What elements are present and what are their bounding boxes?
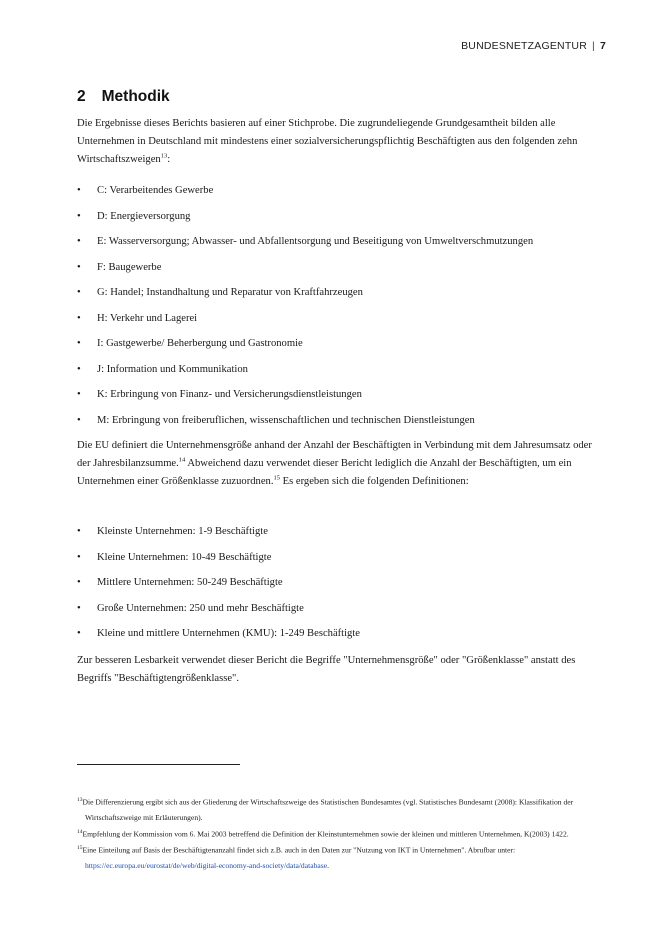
size-class-item bbox=[77, 603, 607, 629]
bullet-icon: • bbox=[77, 389, 81, 400]
page-number: 7 bbox=[599, 40, 606, 52]
list-item-text: E: Wasserversorgung; Abwasser- und Abfallentsorgung und Beseitigung von Umweltverschmutzungen bbox=[97, 236, 534, 247]
bullet-icon: • bbox=[77, 363, 81, 375]
sector-item bbox=[77, 185, 607, 211]
intro-paragraph bbox=[77, 115, 607, 169]
list-item-text: C: Verarbeitendes Gewerbe bbox=[97, 185, 214, 196]
sector-list bbox=[77, 185, 607, 440]
size-class-item bbox=[77, 577, 607, 603]
bullet-icon: • bbox=[77, 261, 81, 273]
footnote bbox=[77, 841, 607, 873]
sector-item bbox=[77, 287, 607, 313]
bullet-icon: • bbox=[77, 551, 81, 563]
closing-paragraph: Zur besseren Lesbarkeit verwendet dieser Bericht die Begriffe "Unternehmensgröße" oder "Größenklasse" anstatt des Begriffs "Beschäftigtengrößenklasse". bbox=[77, 655, 576, 684]
footnote bbox=[77, 793, 607, 825]
list-item-text: J: Information und Kommunikation bbox=[97, 363, 248, 375]
sector-item bbox=[77, 262, 607, 288]
sector-item bbox=[77, 389, 607, 415]
header-separator: | bbox=[592, 40, 595, 52]
intro-end: : bbox=[167, 154, 171, 165]
list-item-text: Kleine und mittlere Unternehmen (KMU): 1-249 Beschäftigte bbox=[97, 628, 361, 639]
footnote-separator bbox=[77, 764, 240, 765]
bullet-icon: • bbox=[77, 236, 81, 247]
eu-definition-paragraph bbox=[77, 437, 607, 491]
sector-item bbox=[77, 211, 607, 237]
footnote-text: Die Differenzierung ergibt sich aus der Gliederung der Wirtschaftszweige des Statistischen Bundesamtes (vgl. Statistisches Bundesamt (2008): Klassifikation der Wirtschaftszweige mit Erläuterungen). bbox=[82, 797, 574, 822]
bullet-icon: • bbox=[77, 210, 81, 222]
bullet-icon: • bbox=[77, 602, 81, 614]
section-number: 2 bbox=[77, 88, 86, 105]
sector-item bbox=[77, 364, 607, 390]
eu-text-2: Abweichend dazu verwendet dieser Bericht lediglich die Anzahl der Beschäftigten, um ein Unternehmen einer Größenklasse zuzuordnen. bbox=[77, 458, 572, 487]
list-item-text: Kleinste Unternehmen: 1-9 Beschäftigte bbox=[97, 526, 268, 537]
footnote-text: Empfehlung der Kommission vom 6. Mai 2003 betreffend die Definition der Kleinstunternehmen sowie der kleinen und mittleren Unternehmen, K(2003) 1422. bbox=[82, 829, 569, 839]
list-item-text: F: Baugewerbe bbox=[97, 261, 162, 273]
footnote bbox=[77, 825, 607, 842]
list-item-text: Große Unternehmen: 250 und mehr Beschäftigte bbox=[97, 602, 304, 614]
size-class-item bbox=[77, 526, 607, 552]
eu-text-3: Es ergeben sich die folgenden Definitionen: bbox=[280, 476, 469, 487]
footnote-number: 13 bbox=[77, 797, 83, 803]
list-item-text: Kleine Unternehmen: 10-49 Beschäftigte bbox=[97, 551, 272, 563]
bullet-icon: • bbox=[77, 526, 81, 537]
page-header bbox=[461, 40, 606, 52]
size-class-item bbox=[77, 628, 607, 654]
list-item-text: D: Energieversorgung bbox=[97, 210, 191, 222]
list-item-text: H: Verkehr und Lagerei bbox=[97, 312, 198, 324]
bullet-icon: • bbox=[77, 414, 81, 426]
sector-item bbox=[77, 338, 607, 364]
footnote-link[interactable]: https://ec.europa.eu/eurostat/de/web/digital-economy-and-society/data/database bbox=[85, 860, 328, 870]
section-heading bbox=[77, 88, 170, 106]
header-org: BUNDESNETZAGENTUR bbox=[461, 40, 588, 52]
list-item-text: G: Handel; Instandhaltung und Reparatur von Kraftfahrzeugen bbox=[97, 287, 363, 298]
footnote-ref: 14 bbox=[178, 456, 186, 464]
list-item-text: K: Erbringung von Finanz- und Versicherungsdienstleistungen bbox=[97, 389, 362, 400]
list-item-text: M: Erbringung von freiberuflichen, wissenschaftlichen und technischen Dienstleistungen bbox=[97, 414, 475, 426]
list-item-text: Mittlere Unternehmen: 50-249 Beschäftigte bbox=[97, 577, 283, 588]
intro-text: Die Ergebnisse dieses Berichts basieren auf einer Stichprobe. Die zugrundeliegende Grundgesamtheit bilden alle Unternehmen in Deutschland mit mindestens einer sozialversicherungspflichtig Beschäftigten aus den folgenden zehn Wirtschaftszweigen bbox=[77, 118, 578, 165]
bullet-icon: • bbox=[77, 287, 81, 298]
bullet-icon: • bbox=[77, 185, 81, 196]
footnote-ref: 13 bbox=[160, 152, 168, 160]
sector-item bbox=[77, 236, 607, 262]
list-item-text: I: Gastgewerbe/ Beherbergung und Gastronomie bbox=[97, 338, 303, 349]
section-title: Methodik bbox=[101, 88, 170, 105]
bullet-icon: • bbox=[77, 628, 81, 639]
size-class-item bbox=[77, 552, 607, 578]
eu-text-1: Die EU definiert die Unternehmensgröße anhand der Anzahl der Beschäftigten in Verbindung mit dem Jahresumsatz oder der Jahresbilanzsumme. bbox=[77, 440, 592, 469]
footnote-number: 15 bbox=[77, 845, 83, 852]
bullet-icon: • bbox=[77, 338, 81, 349]
size-class-list bbox=[77, 526, 607, 654]
footnote-end: . bbox=[327, 860, 329, 870]
sector-item bbox=[77, 313, 607, 339]
bullet-icon: • bbox=[77, 312, 81, 324]
footnote-number: 14 bbox=[77, 828, 83, 835]
bullet-icon: • bbox=[77, 577, 81, 588]
footnote-text: Eine Einteilung auf Basis der Beschäftigtenanzahl findet sich z.B. auch in den Daten zur "Nutzung von IKT in Unternehmen". Abrufbar unter: bbox=[82, 845, 516, 855]
footnotes bbox=[77, 793, 607, 873]
footnote-ref: 15 bbox=[273, 474, 280, 482]
